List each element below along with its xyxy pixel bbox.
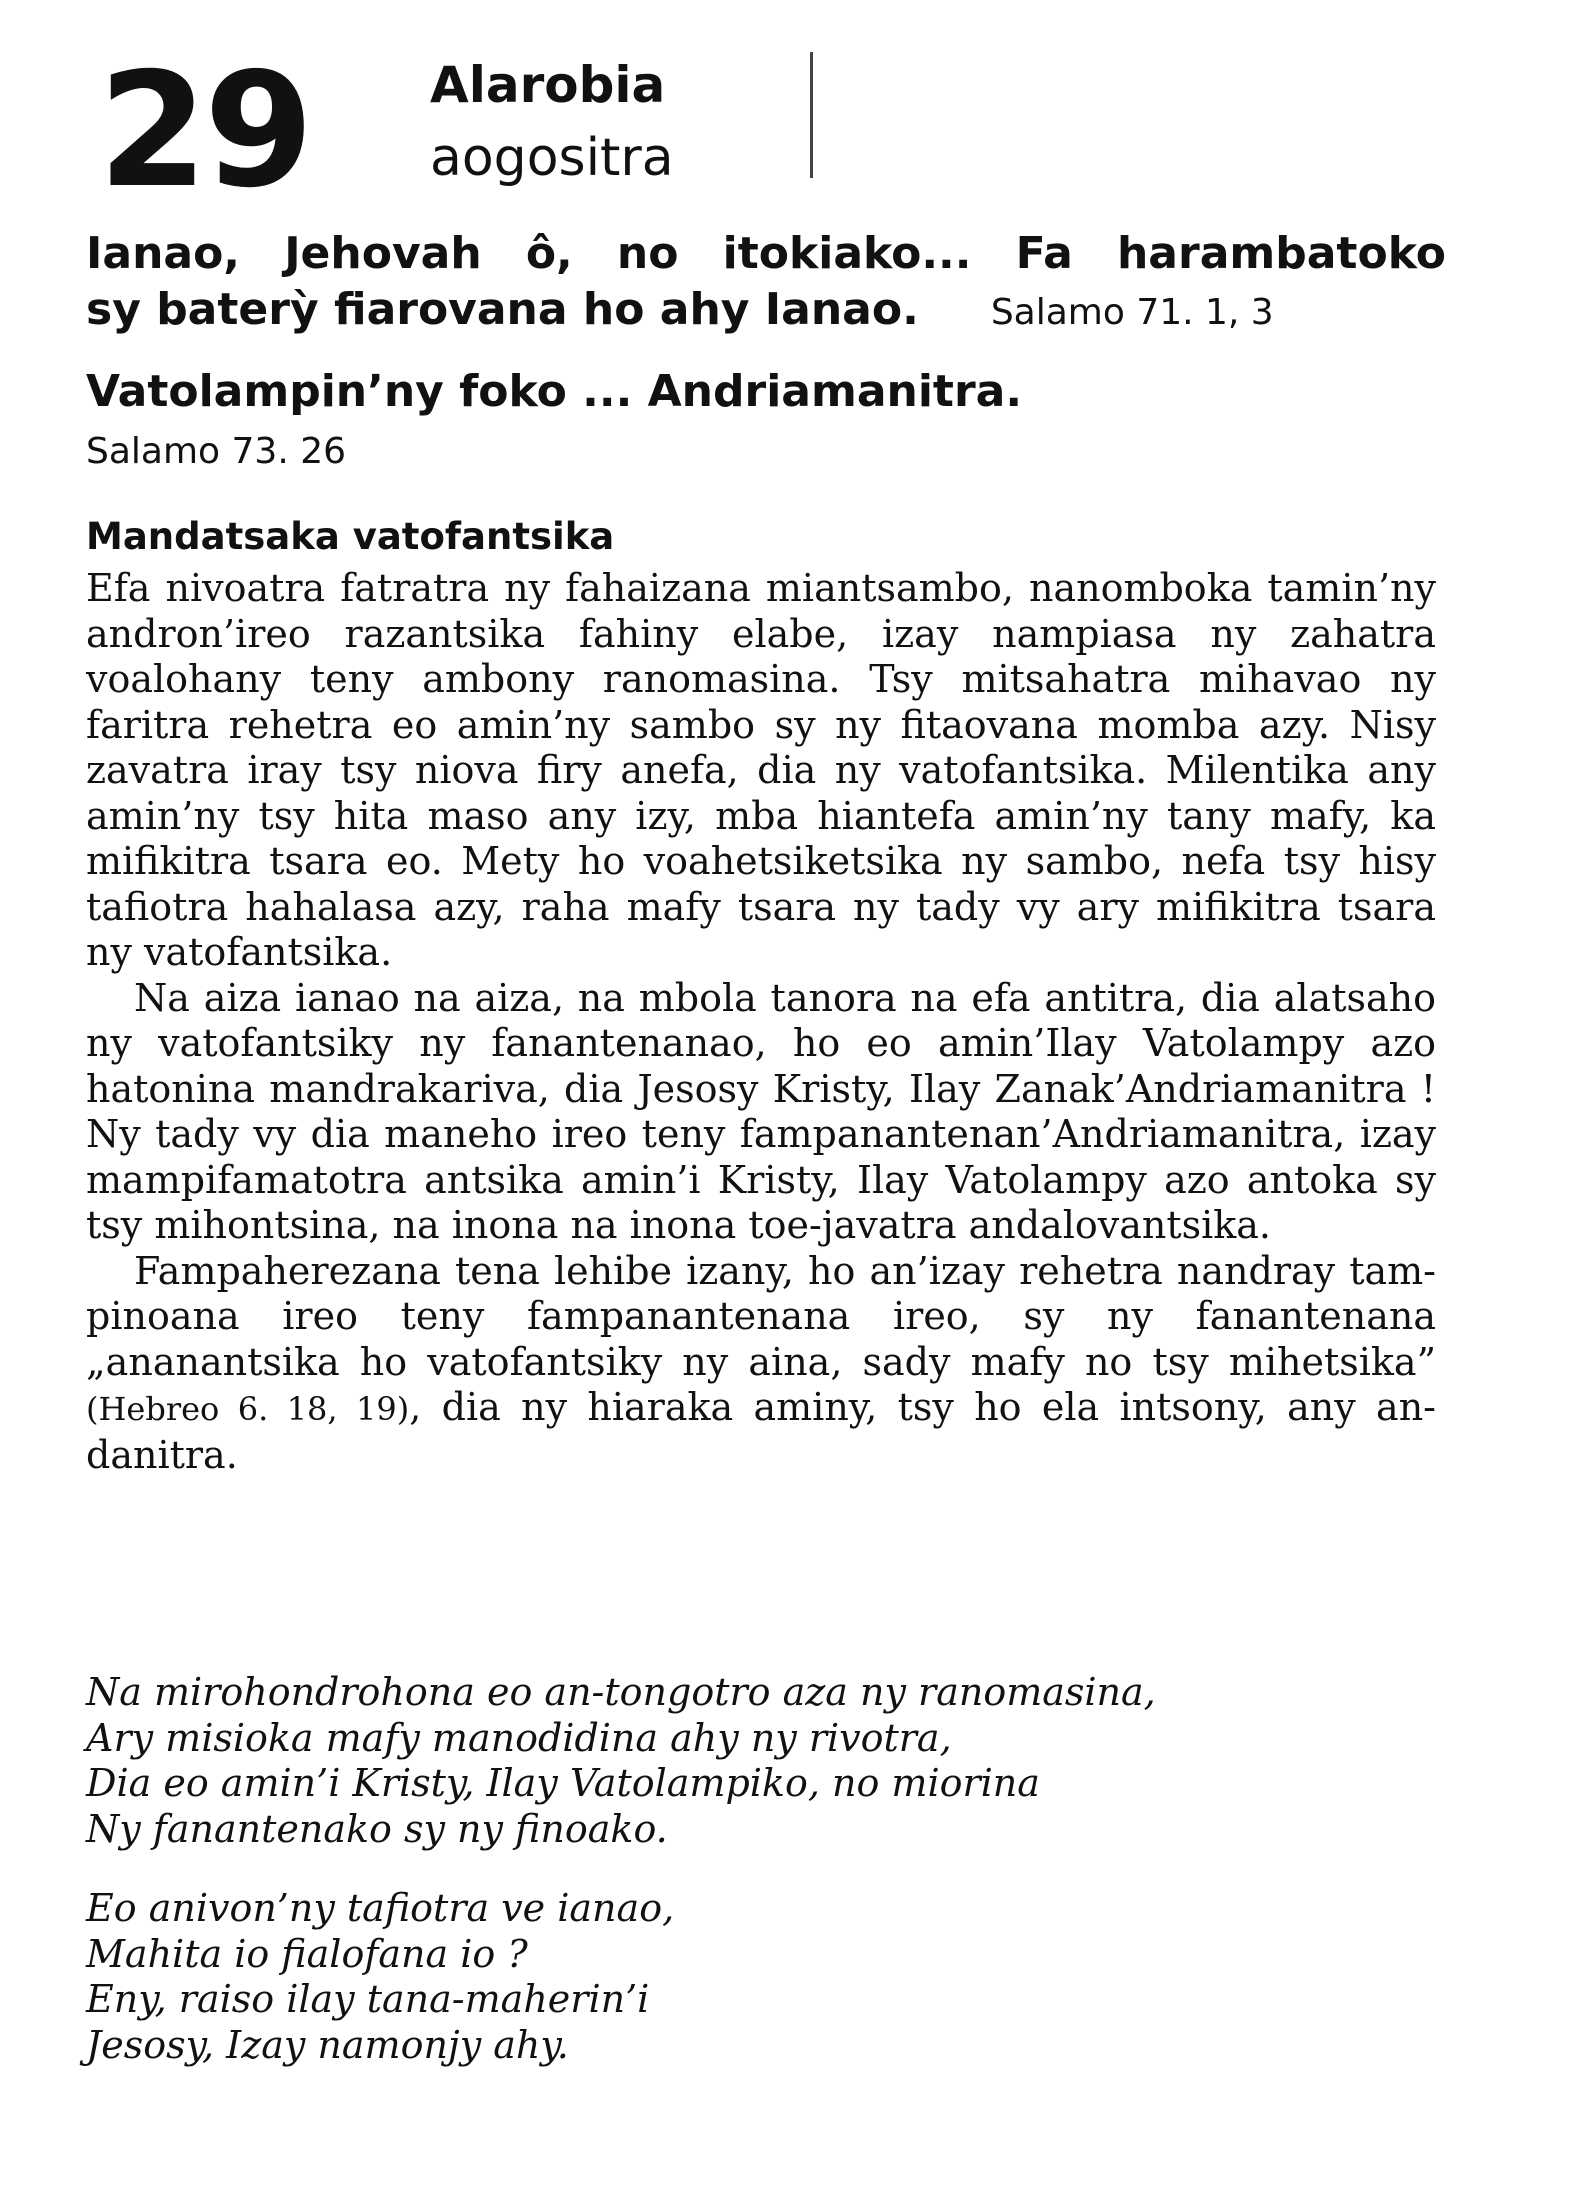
paragraph-3-end: , dia ny hiaraka aminy, tsy ho ela intsony, any an-danitra. [86, 1385, 1437, 1477]
day-number: 29 [98, 39, 310, 223]
article-body [86, 566, 1436, 1478]
poem-line: Ary misioka mafy manodidina ahy ny rivotra, [86, 1715, 952, 1760]
paragraph-3 [86, 1249, 1436, 1479]
poem-line: Eny, raiso ilay tana-maherin’i [86, 1977, 650, 2021]
paragraph-3-start: Fampaherezana tena lehibe izany, ho an’izay rehetra nandray tam-pinoana ireo teny fampanantenana ireo, sy ny fanantenana „ananantsika ho vatofantsiky ny aina, sady mafy no tsy mihetsika” [86, 1248, 1436, 1384]
paragraph-3-reference: (Hebreo 6. 18, 19) [86, 1390, 410, 1428]
verse-1-line-2-text: sy baterỳ fiarovana ho ahy Ianao. [86, 284, 919, 335]
month: aogositra [430, 128, 674, 188]
poem-line: Na mirohondrohona eo an-tongotro aza ny ranomasina, [86, 1670, 1156, 1714]
poem-line: Ny fanantenako sy ny finoako. [86, 1806, 668, 1851]
verse-1-reference: Salamo 71. 1, 3 [990, 292, 1274, 333]
poem-line: Jesosy, Izay namonjy ahy. [86, 2022, 569, 2067]
verse-1-line-2 [86, 282, 1446, 341]
poem-line: Mahita io fialofana io ? [86, 1931, 528, 1976]
poem-stanza-2 [86, 1886, 1466, 2068]
poem-stanza-1 [86, 1670, 1466, 1852]
verse-2-reference: Salamo 73. 26 [86, 431, 347, 472]
verse-1 [86, 226, 1446, 341]
verse-2: Vatolampin’ny foko ... Andriamanitra. [86, 366, 1023, 417]
article-heading: Mandatsaka vatofantsika [86, 515, 615, 558]
paragraph-2: Na aiza ianao na aiza, na mbola tanora na efa antitra, dia alatsaho ny vatofantsiky ny fanantenanao, ho eo amin’Ilay Vatolampy azo hatonina mandrakariva, dia Jesosy Kristy, Ilay Zanak’Andriamanitra ! Ny tady vy dia maneho ireo teny fampanantenan’Andriamanitra, izay mampifamatotra antsika amin’i Kristy, Ilay Vatolampy azo antoka sy tsy mihontsina, na inona na inona toe-javatra andalovantsika. [86, 975, 1436, 1247]
verse-1-line-1: Ianao, Jehovah ô, no itokiako... Fa harambatoko [86, 228, 1446, 279]
weekday: Alarobia [430, 56, 666, 114]
poem-line: Eo anivon’ny tafiotra ve ianao, [86, 1886, 675, 1930]
poem-line: Dia eo amin’i Kristy, Ilay Vatolampiko, no miorina [86, 1761, 1040, 1805]
paragraph-1: Efa nivoatra fatratra ny fahaizana miantsambo, nanomboka tamin’ny andron’ireo razantsika fahiny elabe, izay nampiasa ny zahatra voalohany teny ambony ranomasina. Tsy mitsahatra mihavao ny faritra rehetra eo amin’ny sambo sy ny fitaovana momba azy. Nisy zavatra iray tsy niova firy anefa, dia ny vatofantsika. Milentika any amin’ny tsy hita maso any izy, mba hiantefa amin’ny tany mafy, ka mifikitra tsara eo. Mety ho voahetsiketsika ny sambo, nefa tsy hisy tafiotra hahalasa azy, raha mafy tsara ny tady vy ary mifikitra tsara ny vatofantsika. [86, 566, 1436, 974]
header-divider [810, 52, 813, 178]
